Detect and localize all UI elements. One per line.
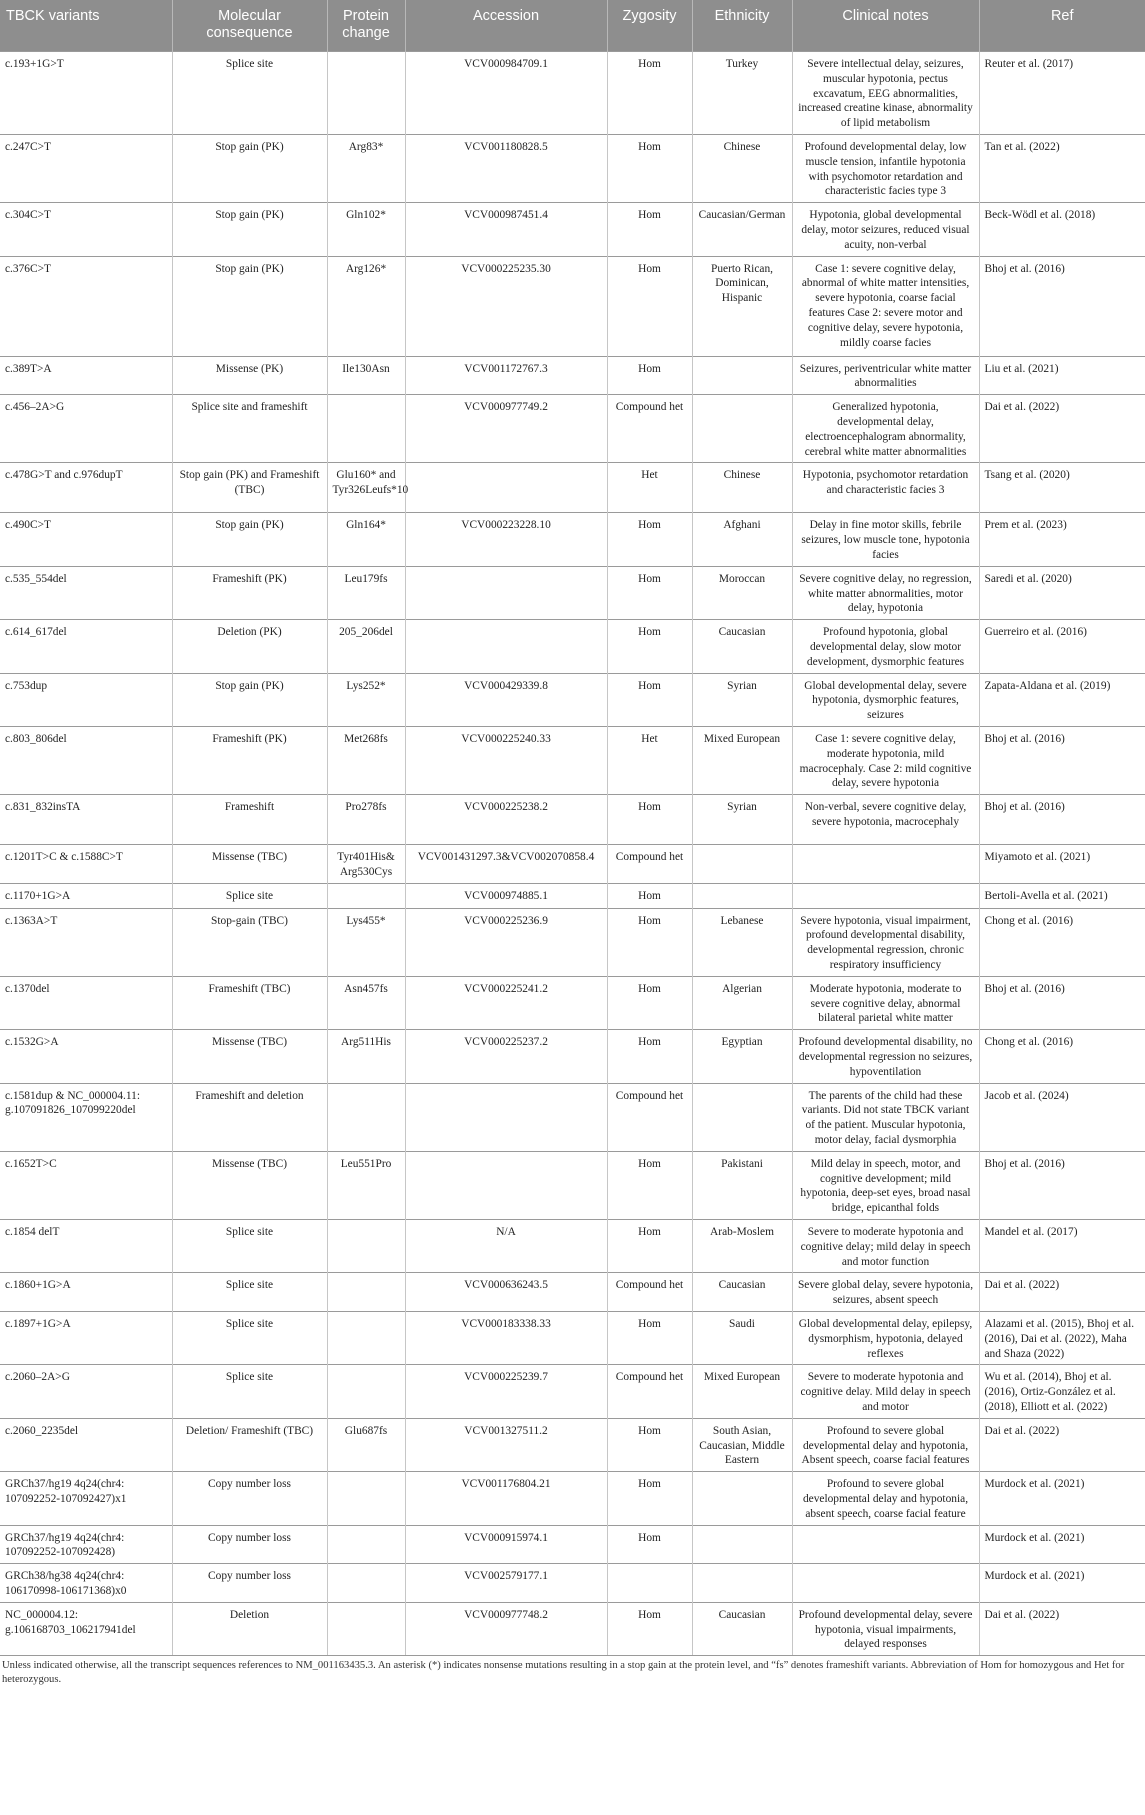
protein-change-cell bbox=[327, 883, 405, 908]
accession-cell: VCV000974885.1 bbox=[405, 883, 607, 908]
clinical-notes-cell bbox=[792, 883, 979, 908]
clinical-notes-cell: Severe global delay, severe hypotonia, seizures, absent speech bbox=[792, 1273, 979, 1312]
clinical-notes-cell: Global developmental delay, severe hypotonia, dysmorphic features, seizures bbox=[792, 673, 979, 726]
protein-change-cell bbox=[327, 1273, 405, 1312]
variant-cell: c.2060_2235del bbox=[0, 1418, 172, 1471]
consequence-cell: Stop gain (PK) bbox=[172, 203, 327, 256]
accession-cell: VCV002579177.1 bbox=[405, 1564, 607, 1603]
consequence-cell: Missense (TBC) bbox=[172, 845, 327, 884]
reference-cell: Prem et al. (2023) bbox=[979, 513, 1145, 566]
protein-change-cell: Lys455* bbox=[327, 908, 405, 976]
consequence-cell: Stop gain (PK) bbox=[172, 134, 327, 202]
table-row bbox=[0, 134, 1145, 202]
variant-cell: c.803_806del bbox=[0, 726, 172, 794]
table-row bbox=[0, 1564, 1145, 1603]
consequence-cell: Frameshift (TBC) bbox=[172, 976, 327, 1029]
table-row bbox=[0, 795, 1145, 845]
ethnicity-cell: Mixed European bbox=[692, 726, 792, 794]
accession-cell: N/A bbox=[405, 1220, 607, 1273]
ethnicity-cell: Mixed European bbox=[692, 1365, 792, 1418]
reference-cell: Miyamoto et al. (2021) bbox=[979, 845, 1145, 884]
reference-cell: Murdock et al. (2021) bbox=[979, 1472, 1145, 1525]
ethnicity-cell bbox=[692, 1525, 792, 1564]
col-header-ref: Ref bbox=[979, 0, 1145, 52]
protein-change-cell bbox=[327, 1312, 405, 1365]
reference-cell: Dai et al. (2022) bbox=[979, 1602, 1145, 1655]
clinical-notes-cell: Profound to severe global developmental delay and hypotonia, absent speech, coarse facial feature bbox=[792, 1472, 979, 1525]
protein-change-cell: Leu551Pro bbox=[327, 1151, 405, 1219]
variant-cell: c.490C>T bbox=[0, 513, 172, 566]
table-row bbox=[0, 356, 1145, 395]
accession-cell: VCV001180828.5 bbox=[405, 134, 607, 202]
ethnicity-cell bbox=[692, 1472, 792, 1525]
clinical-notes-cell: Hypotonia, global developmental delay, motor seizures, reduced visual acuity, non-verbal bbox=[792, 203, 979, 256]
ethnicity-cell: Lebanese bbox=[692, 908, 792, 976]
variant-cell: NC_000004.12: g.106168703_106217941del bbox=[0, 1602, 172, 1655]
protein-change-cell: Tyr401His& Arg530Cys bbox=[327, 845, 405, 884]
zygosity-cell: Hom bbox=[607, 673, 692, 726]
consequence-cell: Stop gain (PK) bbox=[172, 513, 327, 566]
col-header-variants: TBCK variants bbox=[0, 0, 172, 52]
accession-cell: VCV000225235.30 bbox=[405, 256, 607, 356]
protein-change-cell bbox=[327, 395, 405, 463]
table-row bbox=[0, 52, 1145, 135]
ethnicity-cell: Caucasian bbox=[692, 620, 792, 673]
reference-cell: Tan et al. (2022) bbox=[979, 134, 1145, 202]
variant-cell: c.1370del bbox=[0, 976, 172, 1029]
ethnicity-cell bbox=[692, 845, 792, 884]
table-row bbox=[0, 566, 1145, 619]
clinical-notes-cell bbox=[792, 1525, 979, 1564]
protein-change-cell: Glu160* and Tyr326Leufs*10 bbox=[327, 463, 405, 513]
clinical-notes-cell: Global developmental delay, epilepsy, dysmorphism, hypotonia, delayed reflexes bbox=[792, 1312, 979, 1365]
zygosity-cell: Compound het bbox=[607, 1083, 692, 1151]
table-row bbox=[0, 395, 1145, 463]
accession-cell: VCV001176804.21 bbox=[405, 1472, 607, 1525]
protein-change-cell: Ile130Asn bbox=[327, 356, 405, 395]
table-row bbox=[0, 1030, 1145, 1083]
accession-cell bbox=[405, 1151, 607, 1219]
table-row bbox=[0, 883, 1145, 908]
consequence-cell: Copy number loss bbox=[172, 1525, 327, 1564]
consequence-cell: Deletion bbox=[172, 1602, 327, 1655]
accession-cell: VCV000987451.4 bbox=[405, 203, 607, 256]
consequence-cell: Deletion/ Frameshift (TBC) bbox=[172, 1418, 327, 1471]
ethnicity-cell: Moroccan bbox=[692, 566, 792, 619]
reference-cell: Chong et al. (2016) bbox=[979, 1030, 1145, 1083]
consequence-cell: Missense (PK) bbox=[172, 356, 327, 395]
clinical-notes-cell: Case 1: severe cognitive delay, moderate hypotonia, mild macrocephaly. Case 2: mild cognitive delay, severe hypotonia bbox=[792, 726, 979, 794]
accession-cell: VCV000225239.7 bbox=[405, 1365, 607, 1418]
variant-cell: c.753dup bbox=[0, 673, 172, 726]
variant-cell: c.478G>T and c.976dupT bbox=[0, 463, 172, 513]
variant-cell: c.1581dup & NC_000004.11: g.107091826_107099220del bbox=[0, 1083, 172, 1151]
col-header-clinical: Clinical notes bbox=[792, 0, 979, 52]
table-row bbox=[0, 673, 1145, 726]
zygosity-cell: Hom bbox=[607, 883, 692, 908]
consequence-cell: Splice site and frameshift bbox=[172, 395, 327, 463]
table-row bbox=[0, 976, 1145, 1029]
table-row bbox=[0, 513, 1145, 566]
table-row bbox=[0, 1083, 1145, 1151]
protein-change-cell: Arg83* bbox=[327, 134, 405, 202]
ethnicity-cell: Caucasian/German bbox=[692, 203, 792, 256]
table-row bbox=[0, 1602, 1145, 1655]
zygosity-cell: Hom bbox=[607, 256, 692, 356]
header-row bbox=[0, 0, 1145, 52]
consequence-cell: Frameshift bbox=[172, 795, 327, 845]
variant-cell: c.1201T>C & c.1588C>T bbox=[0, 845, 172, 884]
variant-cell: c.1652T>C bbox=[0, 1151, 172, 1219]
accession-cell: VCV000183338.33 bbox=[405, 1312, 607, 1365]
table-row bbox=[0, 1151, 1145, 1219]
ethnicity-cell: Egyptian bbox=[692, 1030, 792, 1083]
reference-cell: Bhoj et al. (2016) bbox=[979, 256, 1145, 356]
variant-cell: c.1860+1G>A bbox=[0, 1273, 172, 1312]
accession-cell bbox=[405, 1083, 607, 1151]
reference-cell: Guerreiro et al. (2016) bbox=[979, 620, 1145, 673]
reference-cell: Chong et al. (2016) bbox=[979, 908, 1145, 976]
protein-change-cell: Gln164* bbox=[327, 513, 405, 566]
zygosity-cell: Hom bbox=[607, 203, 692, 256]
variant-cell: GRCh38/hg38 4q24(chr4: 106170998-106171368)x0 bbox=[0, 1564, 172, 1603]
accession-cell: VCV000977748.2 bbox=[405, 1602, 607, 1655]
reference-cell: Tsang et al. (2020) bbox=[979, 463, 1145, 513]
variant-cell: GRCh37/hg19 4q24(chr4: 107092252-107092428) bbox=[0, 1525, 172, 1564]
reference-cell: Mandel et al. (2017) bbox=[979, 1220, 1145, 1273]
reference-cell: Wu et al. (2014), Bhoj et al. (2016), Ortiz-González et al. (2018), Elliott et al. (2022) bbox=[979, 1365, 1145, 1418]
protein-change-cell: Pro278fs bbox=[327, 795, 405, 845]
zygosity-cell: Hom bbox=[607, 1151, 692, 1219]
clinical-notes-cell: Mild delay in speech, motor, and cognitive development; mild hypotonia, deep-set eyes, broad nasal bridge, epicanthal folds bbox=[792, 1151, 979, 1219]
zygosity-cell: Hom bbox=[607, 513, 692, 566]
reference-cell: Bhoj et al. (2016) bbox=[979, 1151, 1145, 1219]
accession-cell: VCV001431297.3&VCV002070858.4 bbox=[405, 845, 607, 884]
variant-cell: c.535_554del bbox=[0, 566, 172, 619]
consequence-cell: Stop gain (PK) bbox=[172, 256, 327, 356]
ethnicity-cell: Puerto Rican, Dominican, Hispanic bbox=[692, 256, 792, 356]
table-body bbox=[0, 52, 1145, 1656]
consequence-cell: Deletion (PK) bbox=[172, 620, 327, 673]
variant-cell: c.247C>T bbox=[0, 134, 172, 202]
clinical-notes-cell: Hypotonia, psychomotor retardation and characteristic facies 3 bbox=[792, 463, 979, 513]
table-row bbox=[0, 908, 1145, 976]
clinical-notes-cell: Severe to moderate hypotonia and cognitive delay. Mild delay in speech and motor bbox=[792, 1365, 979, 1418]
zygosity-cell: Hom bbox=[607, 908, 692, 976]
protein-change-cell bbox=[327, 1525, 405, 1564]
zygosity-cell: Het bbox=[607, 463, 692, 513]
reference-cell: Dai et al. (2022) bbox=[979, 1273, 1145, 1312]
reference-cell: Bhoj et al. (2016) bbox=[979, 795, 1145, 845]
clinical-notes-cell: Moderate hypotonia, moderate to severe cognitive delay, abnormal bilateral parietal white matter bbox=[792, 976, 979, 1029]
clinical-notes-cell: Generalized hypotonia, developmental delay, electroencephalogram abnormality, cerebral white matter abnormalities bbox=[792, 395, 979, 463]
zygosity-cell: Hom bbox=[607, 52, 692, 135]
zygosity-cell: Hom bbox=[607, 356, 692, 395]
clinical-notes-cell: Profound hypotonia, global developmental delay, slow motor development, dysmorphic features bbox=[792, 620, 979, 673]
reference-cell: Beck-Wödl et al. (2018) bbox=[979, 203, 1145, 256]
ethnicity-cell bbox=[692, 883, 792, 908]
table-row bbox=[0, 1472, 1145, 1525]
variant-cell: c.376C>T bbox=[0, 256, 172, 356]
reference-cell: Dai et al. (2022) bbox=[979, 395, 1145, 463]
table-row bbox=[0, 620, 1145, 673]
accession-cell: VCV000225237.2 bbox=[405, 1030, 607, 1083]
reference-cell: Murdock et al. (2021) bbox=[979, 1564, 1145, 1603]
accession-cell: VCV000915974.1 bbox=[405, 1525, 607, 1564]
consequence-cell: Frameshift and deletion bbox=[172, 1083, 327, 1151]
accession-cell: VCV000977749.2 bbox=[405, 395, 607, 463]
variant-cell: c.389T>A bbox=[0, 356, 172, 395]
accession-cell: VCV001327511.2 bbox=[405, 1418, 607, 1471]
table-row bbox=[0, 1418, 1145, 1471]
col-header-accession: Accession bbox=[405, 0, 607, 52]
protein-change-cell bbox=[327, 1564, 405, 1603]
variant-cell: c.193+1G>T bbox=[0, 52, 172, 135]
clinical-notes-cell: Profound to severe global developmental delay and hypotonia, Absent speech, coarse facial features bbox=[792, 1418, 979, 1471]
clinical-notes-cell: Seizures, periventricular white matter abnormalities bbox=[792, 356, 979, 395]
ethnicity-cell bbox=[692, 1083, 792, 1151]
zygosity-cell: Het bbox=[607, 726, 692, 794]
zygosity-cell: Compound het bbox=[607, 1273, 692, 1312]
table-row bbox=[0, 1312, 1145, 1365]
reference-cell: Alazami et al. (2015), Bhoj et al. (2016), Dai et al. (2022), Maha and Shaza (2022) bbox=[979, 1312, 1145, 1365]
consequence-cell: Splice site bbox=[172, 1220, 327, 1273]
protein-change-cell: Lys252* bbox=[327, 673, 405, 726]
zygosity-cell bbox=[607, 1564, 692, 1603]
ethnicity-cell: Syrian bbox=[692, 795, 792, 845]
variant-cell: c.1170+1G>A bbox=[0, 883, 172, 908]
ethnicity-cell: Arab-Moslem bbox=[692, 1220, 792, 1273]
col-header-consequence: Molecular consequence bbox=[172, 0, 327, 52]
table-row bbox=[0, 1220, 1145, 1273]
table-row bbox=[0, 1365, 1145, 1418]
ethnicity-cell: Caucasian bbox=[692, 1602, 792, 1655]
variant-cell: c.1854 delT bbox=[0, 1220, 172, 1273]
ethnicity-cell: Saudi bbox=[692, 1312, 792, 1365]
zygosity-cell: Hom bbox=[607, 1525, 692, 1564]
table-row bbox=[0, 256, 1145, 356]
consequence-cell: Missense (TBC) bbox=[172, 1030, 327, 1083]
ethnicity-cell: Algerian bbox=[692, 976, 792, 1029]
variant-cell: c.304C>T bbox=[0, 203, 172, 256]
clinical-notes-cell: Case 1: severe cognitive delay, abnormal of white matter intensities, severe hypotonia, coarse facial features Case 2: severe motor and cognitive delay, severe hypotonia, mildly coarse facies bbox=[792, 256, 979, 356]
protein-change-cell: Arg126* bbox=[327, 256, 405, 356]
col-header-ethnicity: Ethnicity bbox=[692, 0, 792, 52]
zygosity-cell: Hom bbox=[607, 976, 692, 1029]
reference-cell: Reuter et al. (2017) bbox=[979, 52, 1145, 135]
zygosity-cell: Hom bbox=[607, 566, 692, 619]
accession-cell bbox=[405, 463, 607, 513]
protein-change-cell: Leu179fs bbox=[327, 566, 405, 619]
reference-cell: Liu et al. (2021) bbox=[979, 356, 1145, 395]
zygosity-cell: Hom bbox=[607, 1602, 692, 1655]
reference-cell: Zapata-Aldana et al. (2019) bbox=[979, 673, 1145, 726]
zygosity-cell: Compound het bbox=[607, 395, 692, 463]
accession-cell: VCV000636243.5 bbox=[405, 1273, 607, 1312]
variant-cell: c.831_832insTA bbox=[0, 795, 172, 845]
protein-change-cell bbox=[327, 1602, 405, 1655]
ethnicity-cell: Syrian bbox=[692, 673, 792, 726]
accession-cell: VCV000429339.8 bbox=[405, 673, 607, 726]
consequence-cell: Stop gain (PK) bbox=[172, 673, 327, 726]
variant-cell: c.1532G>A bbox=[0, 1030, 172, 1083]
reference-cell: Jacob et al. (2024) bbox=[979, 1083, 1145, 1151]
consequence-cell: Splice site bbox=[172, 1273, 327, 1312]
variant-cell: c.614_617del bbox=[0, 620, 172, 673]
clinical-notes-cell bbox=[792, 845, 979, 884]
accession-cell bbox=[405, 566, 607, 619]
consequence-cell: Splice site bbox=[172, 883, 327, 908]
accession-cell: VCV000223228.10 bbox=[405, 513, 607, 566]
zygosity-cell: Hom bbox=[607, 1030, 692, 1083]
zygosity-cell: Hom bbox=[607, 620, 692, 673]
variant-cell: c.1897+1G>A bbox=[0, 1312, 172, 1365]
accession-cell: VCV001172767.3 bbox=[405, 356, 607, 395]
consequence-cell: Copy number loss bbox=[172, 1472, 327, 1525]
consequence-cell: Copy number loss bbox=[172, 1564, 327, 1603]
table-row bbox=[0, 726, 1145, 794]
col-header-protein: Protein change bbox=[327, 0, 405, 52]
accession-cell: VCV000225238.2 bbox=[405, 795, 607, 845]
protein-change-cell: Gln102* bbox=[327, 203, 405, 256]
reference-cell: Murdock et al. (2021) bbox=[979, 1525, 1145, 1564]
zygosity-cell: Compound het bbox=[607, 845, 692, 884]
clinical-notes-cell: Severe hypotonia, visual impairment, profound developmental disability, developmental regression, chronic respiratory insufficiency bbox=[792, 908, 979, 976]
clinical-notes-cell: Severe cognitive delay, no regression, white matter abnormalities, motor delay, hypotonia bbox=[792, 566, 979, 619]
ethnicity-cell bbox=[692, 356, 792, 395]
zygosity-cell: Hom bbox=[607, 1312, 692, 1365]
accession-cell: VCV000225240.33 bbox=[405, 726, 607, 794]
ethnicity-cell: Pakistani bbox=[692, 1151, 792, 1219]
clinical-notes-cell: Profound developmental delay, severe hypotonia, visual impairments, delayed responses bbox=[792, 1602, 979, 1655]
table-row bbox=[0, 1273, 1145, 1312]
consequence-cell: Splice site bbox=[172, 1312, 327, 1365]
variant-cell: c.2060–2A>G bbox=[0, 1365, 172, 1418]
consequence-cell: Stop gain (PK) and Frameshift (TBC) bbox=[172, 463, 327, 513]
clinical-notes-cell: Severe intellectual delay, seizures, muscular hypotonia, pectus excavatum, EEG abnormalities, increased creatine kinase, abnormality of lipid metabolism bbox=[792, 52, 979, 135]
col-header-zygosity: Zygosity bbox=[607, 0, 692, 52]
protein-change-cell: Arg511His bbox=[327, 1030, 405, 1083]
variant-cell: c.456–2A>G bbox=[0, 395, 172, 463]
zygosity-cell: Hom bbox=[607, 134, 692, 202]
protein-change-cell: Met268fs bbox=[327, 726, 405, 794]
variant-cell: c.1363A>T bbox=[0, 908, 172, 976]
protein-change-cell bbox=[327, 52, 405, 135]
consequence-cell: Frameshift (PK) bbox=[172, 726, 327, 794]
clinical-notes-cell: Severe to moderate hypotonia and cognitive delay; mild delay in speech and motor function bbox=[792, 1220, 979, 1273]
reference-cell: Bertoli-Avella et al. (2021) bbox=[979, 883, 1145, 908]
protein-change-cell bbox=[327, 1365, 405, 1418]
accession-cell: VCV000225241.2 bbox=[405, 976, 607, 1029]
consequence-cell: Missense (TBC) bbox=[172, 1151, 327, 1219]
protein-change-cell bbox=[327, 1083, 405, 1151]
clinical-notes-cell bbox=[792, 1564, 979, 1603]
zygosity-cell: Hom bbox=[607, 1220, 692, 1273]
protein-change-cell: Glu687fs bbox=[327, 1418, 405, 1471]
protein-change-cell: 205_206del bbox=[327, 620, 405, 673]
protein-change-cell: Asn457fs bbox=[327, 976, 405, 1029]
reference-cell: Bhoj et al. (2016) bbox=[979, 976, 1145, 1029]
ethnicity-cell bbox=[692, 1564, 792, 1603]
zygosity-cell: Hom bbox=[607, 1472, 692, 1525]
table-footnote: Unless indicated otherwise, all the transcript sequences references to NM_001163435.3. An asterisk (*) indicates nonsense mutations resulting in a stop gain at the protein level, and “fs” denotes frameshift variants. Abbreviation of Hom for homozygous and Het for heterozygous. bbox=[2, 1660, 1125, 1685]
ethnicity-cell: Turkey bbox=[692, 52, 792, 135]
consequence-cell: Splice site bbox=[172, 1365, 327, 1418]
zygosity-cell: Hom bbox=[607, 795, 692, 845]
protein-change-cell bbox=[327, 1472, 405, 1525]
table-row bbox=[0, 1525, 1145, 1564]
zygosity-cell: Compound het bbox=[607, 1365, 692, 1418]
consequence-cell: Splice site bbox=[172, 52, 327, 135]
table-row bbox=[0, 845, 1145, 884]
consequence-cell: Stop-gain (TBC) bbox=[172, 908, 327, 976]
ethnicity-cell: Chinese bbox=[692, 463, 792, 513]
accession-cell bbox=[405, 620, 607, 673]
ethnicity-cell bbox=[692, 395, 792, 463]
accession-cell: VCV000225236.9 bbox=[405, 908, 607, 976]
ethnicity-cell: South Asian, Caucasian, Middle Eastern bbox=[692, 1418, 792, 1471]
table-row bbox=[0, 203, 1145, 256]
clinical-notes-cell: The parents of the child had these variants. Did not state TBCK variant of the patient. Muscular hypotonia, motor delay, facial dysmorphia bbox=[792, 1083, 979, 1151]
clinical-notes-cell: Profound developmental delay, low muscle tension, infantile hypotonia with psychomotor retardation and characteristic facies type 3 bbox=[792, 134, 979, 202]
clinical-notes-cell: Non-verbal, severe cognitive delay, severe hypotonia, macrocephaly bbox=[792, 795, 979, 845]
reference-cell: Saredi et al. (2020) bbox=[979, 566, 1145, 619]
clinical-notes-cell: Delay in fine motor skills, febrile seizures, low muscle tone, hypotonia facies bbox=[792, 513, 979, 566]
protein-change-cell bbox=[327, 1220, 405, 1273]
zygosity-cell: Hom bbox=[607, 1418, 692, 1471]
table-row bbox=[0, 463, 1145, 513]
reference-cell: Dai et al. (2022) bbox=[979, 1418, 1145, 1471]
ethnicity-cell: Chinese bbox=[692, 134, 792, 202]
clinical-notes-cell: Profound developmental disability, no developmental regression no seizures, hypoventilation bbox=[792, 1030, 979, 1083]
ethnicity-cell: Caucasian bbox=[692, 1273, 792, 1312]
reference-cell: Bhoj et al. (2016) bbox=[979, 726, 1145, 794]
accession-cell: VCV000984709.1 bbox=[405, 52, 607, 135]
ethnicity-cell: Afghani bbox=[692, 513, 792, 566]
variant-cell: GRCh37/hg19 4q24(chr4: 107092252-107092427)x1 bbox=[0, 1472, 172, 1525]
consequence-cell: Frameshift (PK) bbox=[172, 566, 327, 619]
